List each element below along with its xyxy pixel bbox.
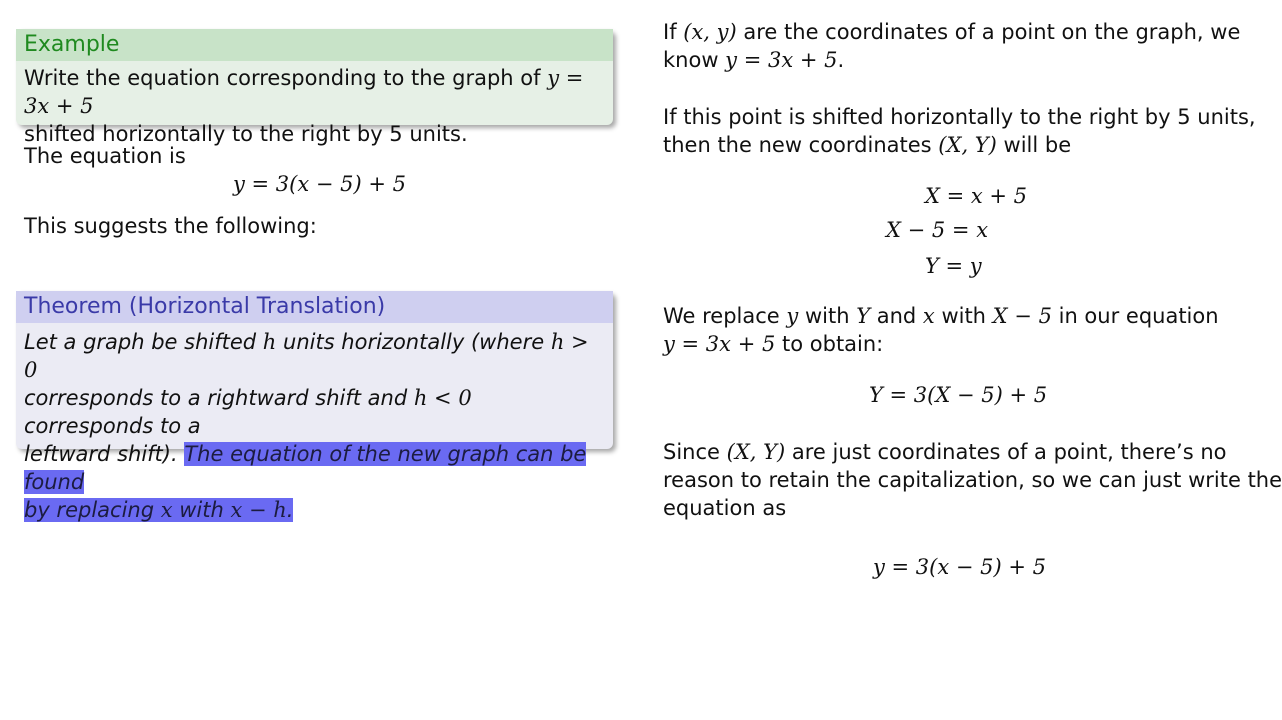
text: equation as — [663, 496, 787, 520]
text: with — [798, 304, 857, 328]
highlighted-span — [24, 498, 293, 522]
text: We replace — [663, 304, 787, 328]
text: Since — [663, 440, 727, 464]
theorem-math: x — [160, 498, 173, 522]
text: . — [837, 48, 845, 72]
right-paragraph-1 — [663, 18, 1240, 74]
math: Y — [856, 304, 871, 328]
example-text-2: shifted horizontally to the right by 5 units. — [24, 122, 468, 146]
example-equation: y = 3x + 5 — [24, 66, 584, 118]
text: then the new coordinates — [663, 133, 939, 157]
right-paragraph-4 — [663, 438, 1282, 522]
equation-5: y = 3(x − 5) + 5 — [873, 555, 1047, 579]
math: (x, y) — [683, 20, 737, 44]
right-paragraph-2 — [663, 103, 1256, 159]
highlighted-text: The equation of the new graph can be found — [24, 442, 587, 494]
theorem-body — [16, 323, 613, 530]
theorem-text: leftward shift). — [24, 442, 178, 466]
theorem-text: corresponds to a rightward shift and — [24, 386, 414, 410]
equation-3: Y = y — [925, 254, 982, 278]
theorem-math: h > 0 — [24, 330, 589, 382]
math: x — [922, 304, 935, 328]
math: X − 5 — [992, 304, 1052, 328]
theorem-math: h < 0 — [413, 386, 472, 410]
theorem-text: by replacing — [24, 498, 161, 522]
equation-4: Y = 3(X − 5) + 5 — [869, 383, 1048, 407]
text: with — [934, 304, 993, 328]
left-equation: y = 3(x − 5) + 5 — [233, 172, 407, 196]
math: y — [786, 304, 799, 328]
equation-intro: The equation is — [24, 144, 186, 168]
text: to obtain: — [775, 332, 884, 356]
theorem-text: with — [172, 498, 231, 522]
right-paragraph-3 — [663, 302, 1219, 358]
text: If this point is shifted horizontally to the right by 5 units, — [663, 105, 1256, 129]
theorem-text: . — [286, 498, 294, 522]
suggests-text: This suggests the following: — [24, 214, 317, 238]
text: are the coordinates of a point on the graph, we — [736, 20, 1241, 44]
theorem-title: Theorem (Horizontal Translation) — [16, 291, 613, 323]
text: are just coordinates of a point, there’s no — [785, 440, 1227, 464]
text: know — [663, 48, 726, 72]
example-text-1: Write the equation corresponding to the graph of — [24, 66, 548, 90]
text: reason to retain the capitalization, so we can just write the — [663, 468, 1282, 492]
example-block — [16, 29, 613, 146]
math: (X, Y) — [938, 133, 997, 157]
math: y = 3x + 5 — [725, 48, 838, 72]
example-title: Example — [16, 29, 613, 61]
theorem-text: units horizontally (where — [276, 330, 551, 354]
theorem-block — [16, 291, 613, 522]
theorem-math: h — [262, 330, 277, 354]
text: in our equation — [1051, 304, 1219, 328]
theorem-text: Let a graph be shifted — [24, 330, 263, 354]
example-body — [16, 61, 613, 154]
math: y = 3x + 5 — [663, 332, 776, 356]
equation-2: X − 5 = x — [886, 218, 989, 242]
text: If — [663, 20, 684, 44]
theorem-math: x − h — [230, 498, 287, 522]
text: will be — [996, 133, 1072, 157]
theorem-text: corresponds to a — [24, 414, 201, 438]
equation-1: X = x + 5 — [925, 184, 1028, 208]
text: and — [870, 304, 923, 328]
math: (X, Y) — [726, 440, 786, 464]
